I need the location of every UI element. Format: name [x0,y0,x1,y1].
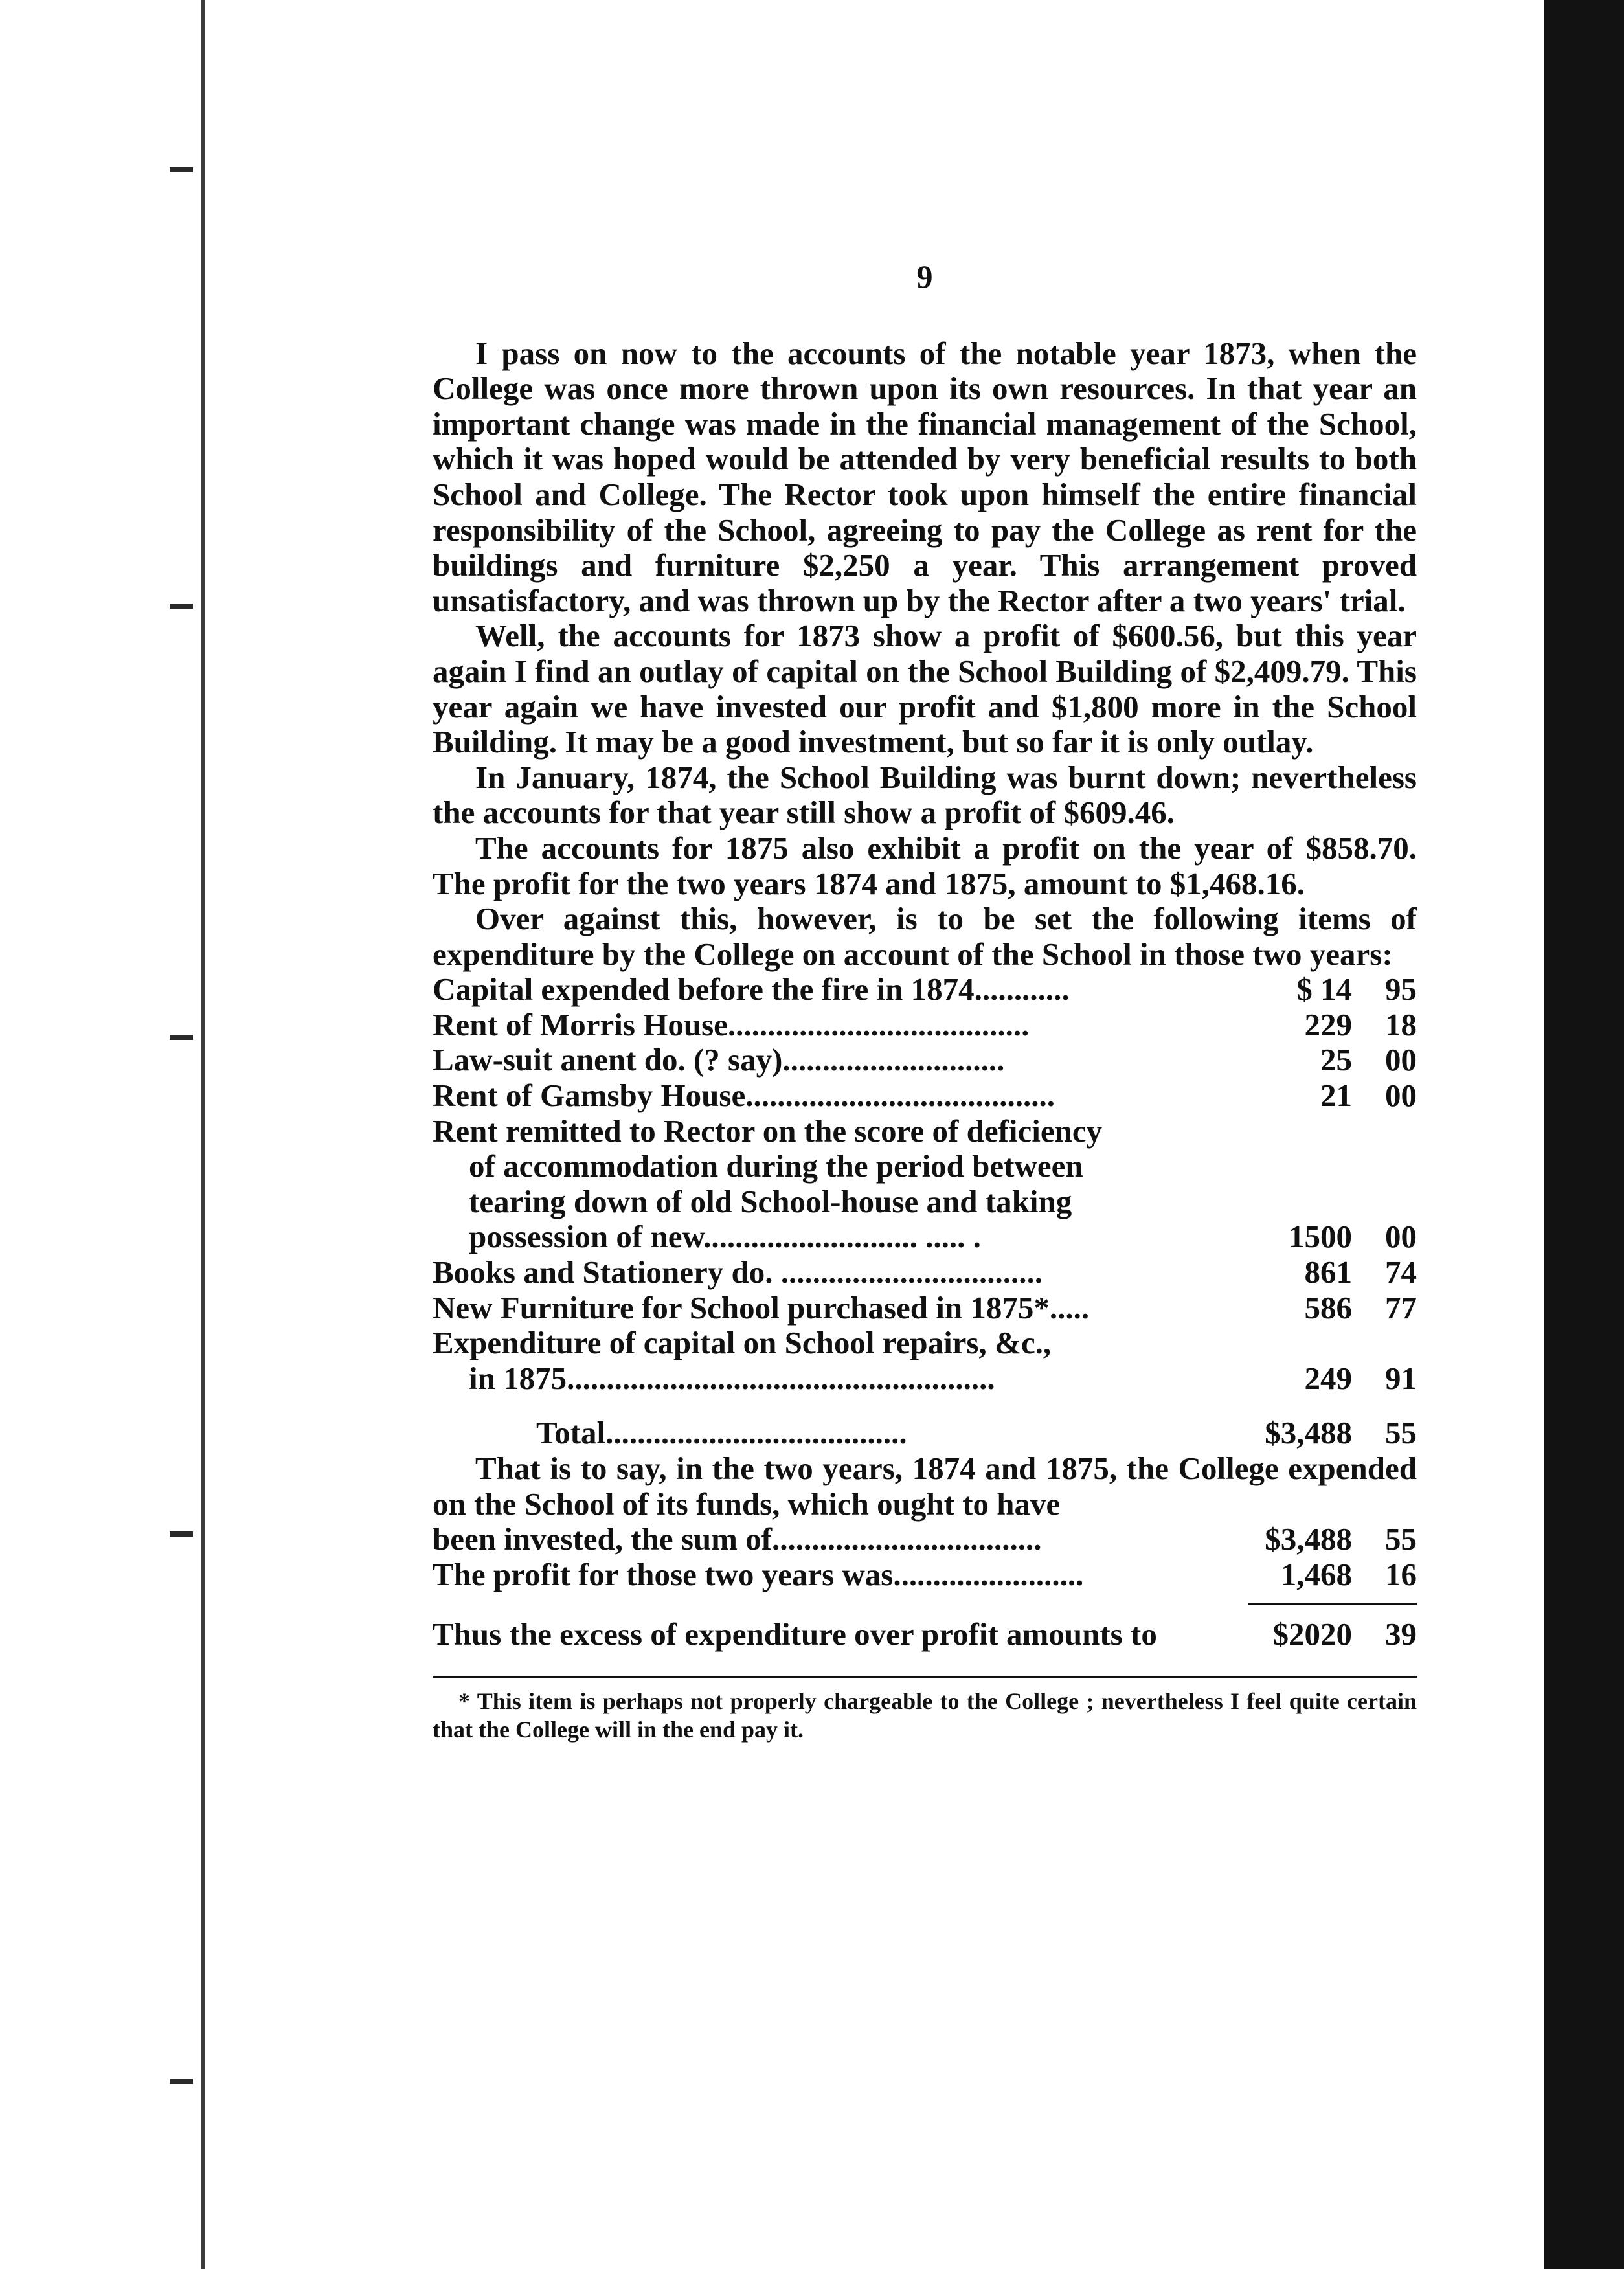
binding-gutter [201,0,205,2269]
paragraph: I pass on now to the accounts of the notable year 1873, when the College was once more thrown upon its own resources. In that year an important change was made in the financial management of the School, which it was hoped would be attended by very beneficial results to both School and College. The Rector took upon himself the entire financial responsibility of the School, agreeing to pay the College as rent for the buildings and furniture $2,250 a year. This arrangement proved unsatisfactory, and was thrown up by the Rector after a two years' trial. [433,335,1417,618]
summary-label: been invested, the sum of.................................. [433,1521,1042,1557]
ledger-item: Law-suit anent do. (? say)............................ [433,1042,1005,1078]
sum-rule [1248,1603,1417,1605]
ledger-row [433,972,1417,1008]
summary-cents: 16 [1385,1556,1417,1592]
ledger-row [433,1114,1417,1255]
page-number: 9 [916,258,933,295]
ledger-dollars: 249 [1304,1360,1352,1396]
paragraph: Over against this, however, is to be set the following items of expenditure by the College on account of the School in those two years: [433,901,1417,972]
ledger-row [433,1008,1417,1043]
ledger-row [433,1255,1417,1291]
binding-mark [170,167,193,172]
ledger-dollars: 21 [1320,1078,1352,1114]
total-dollars: $3,488 [1265,1415,1352,1451]
ledger-item: Rent of Gamsby House....................................... [433,1078,1055,1114]
summary-dollars: $3,488 [1265,1521,1352,1557]
summary-label: The profit for those two years was........................ [433,1556,1084,1592]
footnote: * This item is perhaps not properly chargeable to the College ; nevertheless I feel quite certain that the College will in the end pay it. [433,1676,1417,1744]
ledger-total [433,1416,1417,1451]
ledger-dollars: 229 [1304,1006,1352,1043]
expenditure-ledger [433,972,1417,1451]
ledger-item: Books and Stationery do. ................................. [433,1254,1043,1291]
ledger-cents: 00 [1385,1042,1417,1078]
ledger-item-continued: in 1875...................................................... [469,1360,995,1396]
final-cents: 39 [1385,1616,1417,1653]
summary-cents: 55 [1385,1521,1417,1557]
ledger-row [433,1078,1417,1114]
binding-mark [170,2079,193,2084]
ledger-row [433,1291,1417,1326]
ledger-dollars: 1500 [1289,1219,1352,1255]
ledger-cents: 00 [1385,1219,1417,1255]
ledger-item-continued: possession of new........................... ..... . [469,1219,981,1255]
ledger-item-continued: of accommodation during the period between [469,1148,1083,1184]
scan-background [1544,0,1624,2269]
paragraph: Well, the accounts for 1873 show a profit of $600.56, but this year again I find an outlay of capital on the School Building of $2,409.79. This year again we have invested our profit and $1,800 more in the School Building. It may be a good investment, but so far it is only outlay. [433,618,1417,760]
binding-mark [170,1035,193,1040]
ledger-cents: 91 [1385,1360,1417,1396]
ledger-item-continued: tearing down of old School-house and taking [469,1183,1072,1219]
ledger-cents: 18 [1385,1006,1417,1043]
ledger-item: Rent of Morris House...................................... [433,1006,1030,1043]
ledger-row [433,1326,1417,1396]
final-label: Thus the excess of expenditure over profit amounts to [433,1616,1157,1653]
document-body [433,259,1417,1744]
ledger-item: Capital expended before the fire in 1874............ [433,971,1070,1008]
paragraph: The accounts for 1875 also exhibit a profit on the year of $858.70. The profit for the two years 1874 and 1875, amount to $1,468.16. [433,830,1417,901]
ledger-dollars: 586 [1304,1289,1352,1326]
summary-dollars: 1,468 [1280,1556,1352,1592]
ledger-cents: 95 [1385,971,1417,1008]
total-label: Total...................................... [536,1415,907,1451]
ledger-cents: 77 [1385,1289,1417,1326]
summary-row [433,1522,1417,1557]
ledger-dollars: 25 [1320,1042,1352,1078]
ledger-row [433,1043,1417,1078]
binding-mark [170,604,193,609]
final-dollars: $2020 [1272,1616,1352,1653]
binding-mark [170,1531,193,1537]
paragraph: In January, 1874, the School Building was burnt down; nevertheless the accounts for that year still show a profit of $609.46. [433,759,1417,831]
summary-paragraph: That is to say, in the two years, 1874 and 1875, the College expended on the School of its funds, which ought to have [433,1451,1417,1522]
ledger-cents: 00 [1385,1078,1417,1114]
ledger-item: New Furniture for School purchased in 1875*..... [433,1289,1090,1326]
ledger-dollars: $ 14 [1296,971,1352,1008]
ledger-item: Expenditure of capital on School repairs, &c., [433,1325,1052,1361]
ledger-cents: 74 [1385,1254,1417,1291]
final-row [433,1617,1417,1653]
ledger-item: Rent remitted to Rector on the score of deficiency [433,1112,1103,1149]
total-cents: 55 [1385,1415,1417,1451]
summary-row [433,1557,1417,1593]
ledger-dollars: 861 [1304,1254,1352,1291]
